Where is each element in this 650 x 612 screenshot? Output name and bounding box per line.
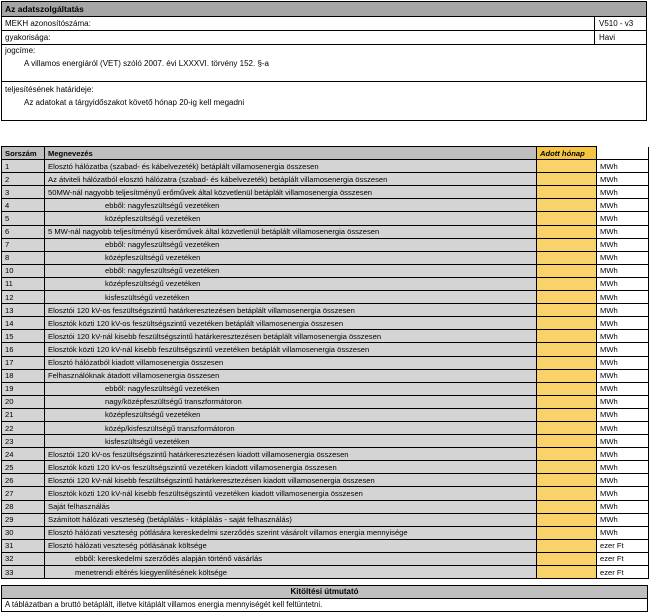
value-input-cell[interactable] [537, 238, 597, 251]
row-description: középfeszültségű vezetéken [45, 212, 537, 225]
column-header-number: Sorszám [2, 147, 45, 160]
row-description: Elosztók közti 120 kV-nál kisebb feszültségszintű vezetéken kiadott villamosenergia összesen [45, 487, 537, 500]
row-unit: MWh [597, 291, 649, 304]
row-unit: MWh [597, 487, 649, 500]
row-number: 2 [2, 173, 45, 186]
row-unit: MWh [597, 330, 649, 343]
row-number: 6 [2, 225, 45, 238]
row-number: 29 [2, 513, 45, 526]
row-number: 20 [2, 395, 45, 408]
row-unit: MWh [597, 513, 649, 526]
table-row [2, 448, 649, 461]
value-input-cell[interactable] [537, 160, 597, 173]
row-number: 8 [2, 251, 45, 264]
column-header-unit [597, 147, 649, 160]
row-description: ebből: kereskedelmi szerződés alapján történő vásárlás [45, 552, 537, 565]
table-row [2, 212, 649, 225]
row-description: Elosztó hálózati veszteség pótlására kereskedelmi szerződés szerint vásárolt villamos energia mennyisége [45, 526, 537, 539]
row-unit: MWh [597, 356, 649, 369]
table-row [2, 186, 649, 199]
value-input-cell[interactable] [537, 356, 597, 369]
row-unit: MWh [597, 317, 649, 330]
value-input-cell[interactable] [537, 277, 597, 290]
row-description: Elosztói 120 kV-os feszültségszintű határkeresztezésen betáplált villamosenergia összesen [45, 304, 537, 317]
mekh-label: MEKH azonosítószáma: [5, 19, 91, 28]
row-number: 32 [2, 552, 45, 565]
row-description: Elosztói 120 kV-nál kisebb feszültségszintű határkeresztezésen kiadott villamosenergia összesen [45, 474, 537, 487]
value-input-cell[interactable] [537, 317, 597, 330]
row-unit: MWh [597, 448, 649, 461]
row-number: 33 [2, 566, 45, 579]
row-number: 30 [2, 526, 45, 539]
row-description: Elosztók közti 120 kV-os feszültségszintű vezetéken kiadott villamosenergia összesen [45, 461, 537, 474]
value-input-cell[interactable] [537, 526, 597, 539]
table-row [2, 343, 649, 356]
table-row [2, 539, 649, 552]
table-row [2, 291, 649, 304]
info-box [1, 1, 647, 121]
row-number: 18 [2, 369, 45, 382]
frequency-label: gyakorisága: [5, 33, 51, 42]
table-row [2, 264, 649, 277]
legal-basis-label: jogcíme: [5, 46, 36, 55]
row-description: középfeszültségű vezetéken [45, 408, 537, 421]
row-description: menetrendi eltérés kiegyenlítésének költsége [45, 566, 537, 579]
table-row [2, 526, 649, 539]
row-number: 4 [2, 199, 45, 212]
row-number: 15 [2, 330, 45, 343]
table-row [2, 277, 649, 290]
row-description: ebből: nagyfeszültségű vezetéken [45, 382, 537, 395]
table-row [2, 251, 649, 264]
table-row [2, 474, 649, 487]
value-input-cell[interactable] [537, 513, 597, 526]
row-description: Elosztói 120 kV-nál kisebb feszültségszintű határkeresztezésen betáplált villamosenergia összesen [45, 330, 537, 343]
value-input-cell[interactable] [537, 448, 597, 461]
row-description: Elosztók közti 120 kV-os feszültségszintű vezetéken betáplált villamosenergia összesen [45, 317, 537, 330]
data-table [1, 146, 649, 579]
value-input-cell[interactable] [537, 408, 597, 421]
row-number: 19 [2, 382, 45, 395]
row-description: kisfeszültségű vezetéken [45, 291, 537, 304]
frequency-value: Havi [594, 31, 646, 44]
value-input-cell[interactable] [537, 199, 597, 212]
row-description: 5 MW-nál nagyobb teljesítményű kiserőművek által közvetlenül betáplált villamosenergia összesen [45, 225, 537, 238]
table-row [2, 199, 649, 212]
value-input-cell[interactable] [537, 304, 597, 317]
row-unit: MWh [597, 343, 649, 356]
row-unit: MWh [597, 173, 649, 186]
value-input-cell[interactable] [537, 264, 597, 277]
legal-basis-block [2, 45, 646, 82]
value-input-cell[interactable] [537, 186, 597, 199]
row-description: Az átviteli hálózatból elosztó hálózatra (szabad- és kábelvezeték) betáplált villamosenergia összesen [45, 173, 537, 186]
row-number: 7 [2, 238, 45, 251]
instructions-text: A táblázatban a bruttó betáplált, illetve kitáplált villamos energia mennyiségét kell feltüntetni. [5, 600, 323, 609]
row-number: 13 [2, 304, 45, 317]
value-input-cell[interactable] [537, 173, 597, 186]
row-unit: MWh [597, 212, 649, 225]
row-description: Elosztók közti 120 kV-nál kisebb feszültségszintű vezetéken betáplált villamosenergia összesen [45, 343, 537, 356]
row-number: 5 [2, 212, 45, 225]
value-input-cell[interactable] [537, 251, 597, 264]
table-row [2, 566, 649, 579]
row-description: Elosztó hálózati veszteség pótlásának költsége [45, 539, 537, 552]
row-number: 26 [2, 474, 45, 487]
deadline-value: Az adatokat a tárgyidőszakot követő hónap 20-ig kell megadni [24, 98, 245, 107]
column-header-month: Adott hónap [537, 147, 597, 160]
table-header-row [2, 147, 649, 160]
table-row [2, 461, 649, 474]
row-unit: MWh [597, 421, 649, 434]
row-unit: MWh [597, 199, 649, 212]
deadline-block [2, 82, 646, 122]
row-unit: MWh [597, 251, 649, 264]
value-input-cell[interactable] [537, 566, 597, 579]
mekh-value: V510 - v3 [594, 17, 646, 30]
row-unit: MWh [597, 304, 649, 317]
row-number: 17 [2, 356, 45, 369]
row-description: Elosztó hálózatból kiadott villamosenergia összesen [45, 356, 537, 369]
row-description: közép/kisfeszültségű transzformátoron [45, 421, 537, 434]
row-unit: MWh [597, 382, 649, 395]
row-number: 11 [2, 277, 45, 290]
row-number: 1 [2, 160, 45, 173]
row-description: 50MW-nál nagyobb teljesítményű erőművek által közvetlenül betáplált villamosenergia összesen [45, 186, 537, 199]
table-row [2, 238, 649, 251]
value-input-cell[interactable] [537, 539, 597, 552]
table-row [2, 304, 649, 317]
value-input-cell[interactable] [537, 500, 597, 513]
legal-basis-value: A villamos energiáról (VET) szóló 2007. évi LXXXVI. törvény 152. §-a [24, 59, 270, 68]
row-number: 27 [2, 487, 45, 500]
row-unit: MWh [597, 408, 649, 421]
value-input-cell[interactable] [537, 291, 597, 304]
row-unit: MWh [597, 461, 649, 474]
value-input-cell[interactable] [537, 212, 597, 225]
row-description: középfeszültségű vezetéken [45, 251, 537, 264]
value-input-cell[interactable] [537, 461, 597, 474]
value-input-cell[interactable] [537, 421, 597, 434]
row-description: Saját felhasználás [45, 500, 537, 513]
row-unit: MWh [597, 186, 649, 199]
table-row [2, 552, 649, 565]
row-number: 31 [2, 539, 45, 552]
table-row [2, 408, 649, 421]
row-number: 16 [2, 343, 45, 356]
table-row [2, 330, 649, 343]
value-input-cell[interactable] [537, 487, 597, 500]
table-row [2, 225, 649, 238]
row-unit: MWh [597, 526, 649, 539]
instructions-title: Kitöltési útmutató [2, 586, 647, 599]
row-unit: MWh [597, 277, 649, 290]
value-input-cell[interactable] [537, 225, 597, 238]
row-description: Számított hálózati veszteség (betáplálás - kitáplálás - saját felhasználás) [45, 513, 537, 526]
table-row [2, 382, 649, 395]
row-number: 25 [2, 461, 45, 474]
row-unit: MWh [597, 225, 649, 238]
row-description: Elosztói 120 kV-os feszültségszintű határkeresztezésen kiadott villamosenergia összesen [45, 448, 537, 461]
row-unit: ezer Ft [597, 566, 649, 579]
value-input-cell[interactable] [537, 395, 597, 408]
row-unit: MWh [597, 435, 649, 448]
row-description: ebből: nagyfeszültségű vezetéken [45, 264, 537, 277]
row-number: 14 [2, 317, 45, 330]
table-row [2, 435, 649, 448]
row-description: Elosztó hálózatba (szabad- és kábelvezeték) betáplált villamosenergia összesen [45, 160, 537, 173]
table-row [2, 160, 649, 173]
table-row [2, 395, 649, 408]
row-description: ebből: nagyfeszültségű vezetéken [45, 238, 537, 251]
deadline-label: teljesítésének határideje: [5, 85, 94, 94]
frequency-row [2, 31, 646, 45]
row-number: 28 [2, 500, 45, 513]
mekh-row [2, 17, 646, 31]
row-unit: ezer Ft [597, 539, 649, 552]
row-number: 3 [2, 186, 45, 199]
value-input-cell[interactable] [537, 435, 597, 448]
row-unit: MWh [597, 474, 649, 487]
row-number: 22 [2, 421, 45, 434]
row-description: nagy/középfeszültségű transzformátoron [45, 395, 537, 408]
row-description: kisfeszültségű vezetéken [45, 435, 537, 448]
row-number: 21 [2, 408, 45, 421]
table-row [2, 173, 649, 186]
value-input-cell[interactable] [537, 552, 597, 565]
table-row [2, 487, 649, 500]
row-number: 23 [2, 435, 45, 448]
value-input-cell[interactable] [537, 369, 597, 382]
row-unit: ezer Ft [597, 552, 649, 565]
value-input-cell[interactable] [537, 330, 597, 343]
table-row [2, 421, 649, 434]
row-description: ebből: nagyfeszültségű vezetéken [45, 199, 537, 212]
row-description: középfeszültségű vezetéken [45, 277, 537, 290]
row-number: 12 [2, 291, 45, 304]
row-unit: MWh [597, 369, 649, 382]
row-unit: MWh [597, 238, 649, 251]
row-number: 10 [2, 264, 45, 277]
value-input-cell[interactable] [537, 382, 597, 395]
instructions-box [1, 585, 648, 612]
row-unit: MWh [597, 264, 649, 277]
value-input-cell[interactable] [537, 474, 597, 487]
table-row [2, 500, 649, 513]
row-unit: MWh [597, 160, 649, 173]
value-input-cell[interactable] [537, 343, 597, 356]
row-unit: MWh [597, 500, 649, 513]
table-row [2, 317, 649, 330]
section-title: Az adatszolgáltatás [2, 2, 646, 17]
column-header-name: Megnevezés [45, 147, 537, 160]
row-unit: MWh [597, 395, 649, 408]
row-description: Felhasználóknak átadott villamosenergia összesen [45, 369, 537, 382]
table-row [2, 513, 649, 526]
row-number: 24 [2, 448, 45, 461]
table-row [2, 356, 649, 369]
table-row [2, 369, 649, 382]
